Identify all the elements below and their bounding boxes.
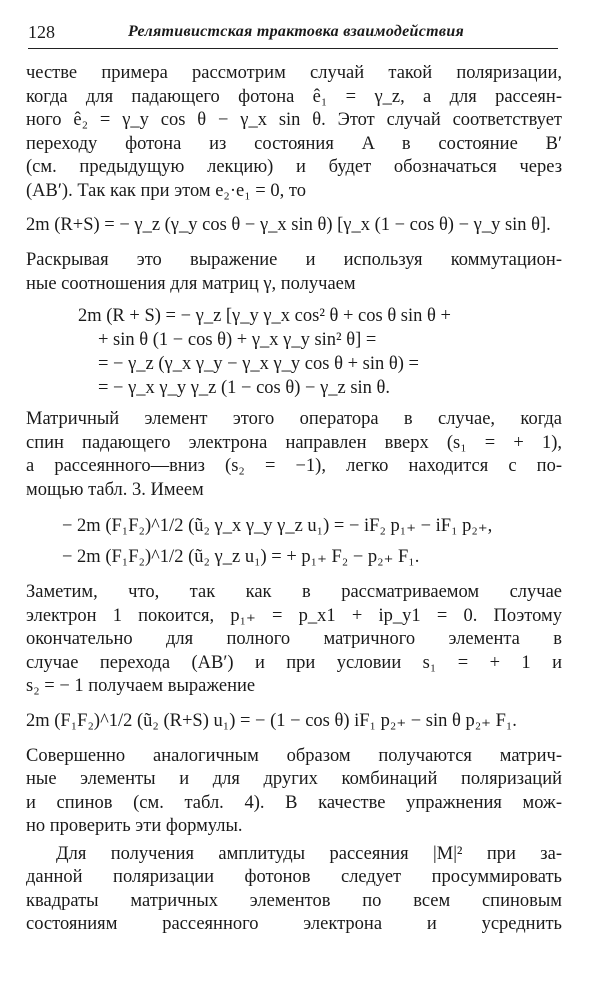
- text-line: Для получения амплитуды рассеяния |M|² при за-: [56, 843, 562, 864]
- text-line: ные соотношения для матриц γ, получаем: [26, 273, 356, 294]
- text-line: ного ê₂ = γ_y cos θ − γ_x sin θ. Этот случай соответствует: [26, 110, 562, 130]
- equation-2-block: [78, 304, 562, 400]
- text-line: (AB′). Так как при этом e₂·e₁ = 0, то: [26, 180, 306, 201]
- text-line: данной поляризации фотонов следует просуммировать: [26, 867, 562, 887]
- text-line: случае перехода (AB′) и при условии s₁ = + 1 и: [26, 652, 562, 673]
- text-line: окончательно для полного матричного элемента в: [26, 629, 562, 649]
- paragraph-polarization-example: [26, 62, 562, 203]
- text-line: ные элементы и для других комбинаций поляризаций: [26, 769, 562, 789]
- text-line: (см. предыдущую лекцию) и будет обозначаться через: [26, 157, 562, 177]
- text-line: состояниям рассеянного электрона и усреднить: [26, 914, 562, 934]
- equation-line: = − γ_z (γ_x γ_y − γ_x γ_y cos θ + sin θ) =: [98, 354, 419, 374]
- text-line: Раскрывая это выражение и используя коммутацион-: [26, 250, 562, 270]
- text-line: s₂ = − 1 получаем выражение: [26, 676, 256, 696]
- text-line: спин падающего электрона направлен вверх (s₁ = + 1),: [26, 432, 562, 453]
- text-line: электрон 1 покоится, p₁₊ = p_x1 + ip_y1 = 0. Поэтому: [26, 605, 562, 626]
- text-line: переходу фотона из состояния A в состояние B′: [26, 133, 562, 154]
- equation-line: − 2m (F₁F₂)^1/2 (ũ₂ γ_z u₁) = + p₁₊ F₂ − p₂₊ F₁.: [62, 547, 420, 567]
- text-line: когда для падающего фотона ê₁ = γ_z, а для рассеян-: [26, 86, 562, 107]
- equation-line: = − γ_x γ_y γ_z (1 − cos θ) − γ_z sin θ.: [98, 378, 391, 398]
- text-line: Совершенно аналогичным образом получаются матрич-: [26, 745, 562, 766]
- equation-4: 2m (F₁F₂)^1/2 (ũ₂ (R+S) u₁) = − (1 − cos θ) iF₁ p₂₊ − sin θ p₂₊ F₁.: [26, 710, 517, 731]
- running-title: Релятивистская трактовка взаимодействия: [128, 23, 465, 40]
- equation-line: + sin θ (1 − cos θ) + γ_x γ_y sin² θ] =: [98, 330, 377, 350]
- equation-line: − 2m (F₁F₂)^1/2 (ũ₂ γ_x γ_y γ_z u₁) = − iF₂ p₁₊ − iF₁ p₂₊,: [62, 516, 493, 536]
- equation-3-block: [62, 514, 562, 569]
- paragraph-commutation: [26, 249, 562, 296]
- equation-line: 2m (R + S) = − γ_z [γ_y γ_x cos² θ + cos θ sin θ +: [78, 306, 451, 326]
- paragraph-note: [26, 581, 562, 699]
- text-line: квадраты матричных элементов по всем спиновым: [26, 890, 562, 911]
- text-line: Матричный элемент этого оператора в случае, когда: [26, 409, 562, 429]
- page-number: 128: [28, 22, 55, 42]
- text-line: Заметим, что, так как в рассматриваемом случае: [26, 582, 562, 602]
- paragraph-matrix-element: [26, 408, 562, 502]
- text-line: а рассеянного—вниз (s₂ = −1), легко находится с по-: [26, 456, 562, 476]
- text-line: честве примера рассмотрим случай такой поляризации,: [26, 63, 562, 83]
- paragraph-amplitude: [26, 843, 562, 937]
- page-body: [26, 62, 562, 937]
- text-line: мощью табл. 3. Имеем: [26, 479, 204, 500]
- text-line: и спинов (см. табл. 4). В качестве упражнения мож-: [26, 792, 562, 813]
- paragraph-analogous: [26, 745, 562, 839]
- equation-1: 2m (R+S) = − γ_z (γ_y cos θ − γ_x sin θ) [γ_x (1 − cos θ) − γ_y sin θ].: [26, 215, 551, 235]
- page-header: [28, 22, 558, 49]
- text-line: но проверить эти формулы.: [26, 816, 243, 836]
